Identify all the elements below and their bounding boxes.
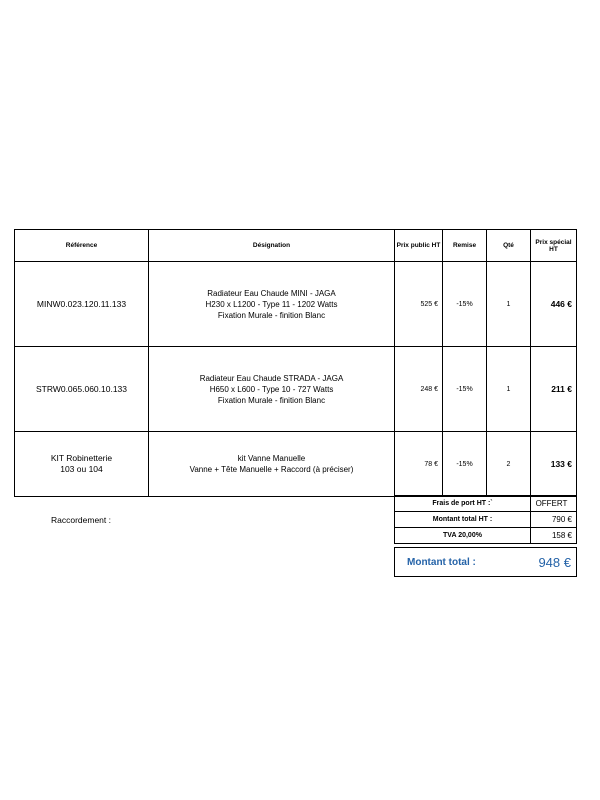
reference-cell: MINW0.023.120.11.133 (15, 262, 149, 347)
remise-cell: -15% (443, 262, 487, 347)
designation-line: Vanne + Tête Manuelle + Raccord (à préciser) (189, 465, 354, 474)
reference-line: KIT Robinetterie (50, 453, 113, 463)
prix-special-cell: 133 € (531, 432, 577, 497)
prix-public-cell: 248 € (395, 347, 443, 432)
designation-line: H650 x L600 - Type 10 - 727 Watts (209, 384, 334, 394)
tva-value: 158 € (531, 528, 577, 544)
header-remise: Remise (443, 230, 487, 262)
designation-line: H230 x L1200 - Type 11 - 1202 Watts (205, 299, 338, 309)
header-designation: Désignation (149, 230, 395, 262)
qte-cell: 2 (487, 432, 531, 497)
remise-cell: -15% (443, 432, 487, 497)
designation-line: Radiateur Eau Chaude MINI - JAGA (207, 288, 336, 298)
montant-total-value: 948 € (531, 548, 577, 577)
designation-cell (149, 432, 395, 497)
qte-cell: 1 (487, 347, 531, 432)
designation-cell (149, 347, 395, 432)
designation-line: kit Vanne Manuelle (237, 454, 306, 463)
totals-table (394, 495, 577, 577)
frais-port-value: OFFERT (531, 496, 577, 512)
montant-ht-label: Montant total HT : (395, 512, 531, 528)
designation-line: Radiateur Eau Chaude STRADA - JAGA (199, 373, 344, 383)
table-row (15, 262, 577, 347)
designation-line: Fixation Murale - finition Blanc (217, 395, 326, 405)
tva-label: TVA 20,00% (395, 528, 531, 544)
designation-cell (149, 262, 395, 347)
frais-port-label: Frais de port HT :` (395, 496, 531, 512)
reference-line: 103 ou 104 (60, 464, 103, 474)
qte-cell: 1 (487, 262, 531, 347)
raccordement-label: Raccordement : (51, 515, 111, 525)
montant-total-row (395, 548, 577, 577)
montant-total-label: Montant total : (395, 548, 531, 577)
header-prix-special: Prix spécial HT (531, 230, 577, 262)
prix-special-cell: 446 € (531, 262, 577, 347)
prix-public-cell: 78 € (395, 432, 443, 497)
header-prix-public: Prix public HT (395, 230, 443, 262)
table-row (15, 347, 577, 432)
frais-port-row (395, 496, 577, 512)
reference-cell (15, 432, 149, 497)
quote-table (14, 229, 577, 497)
header-reference: Référence (15, 230, 149, 262)
table-row (15, 432, 577, 497)
montant-ht-row (395, 512, 577, 528)
remise-cell: -15% (443, 347, 487, 432)
montant-ht-value: 790 € (531, 512, 577, 528)
prix-public-cell: 525 € (395, 262, 443, 347)
designation-line: Fixation Murale - finition Blanc (217, 310, 326, 320)
reference-cell: STRW0.065.060.10.133 (15, 347, 149, 432)
header-qte: Qté (487, 230, 531, 262)
tva-row (395, 528, 577, 544)
header-row (15, 230, 577, 262)
prix-special-cell: 211 € (531, 347, 577, 432)
